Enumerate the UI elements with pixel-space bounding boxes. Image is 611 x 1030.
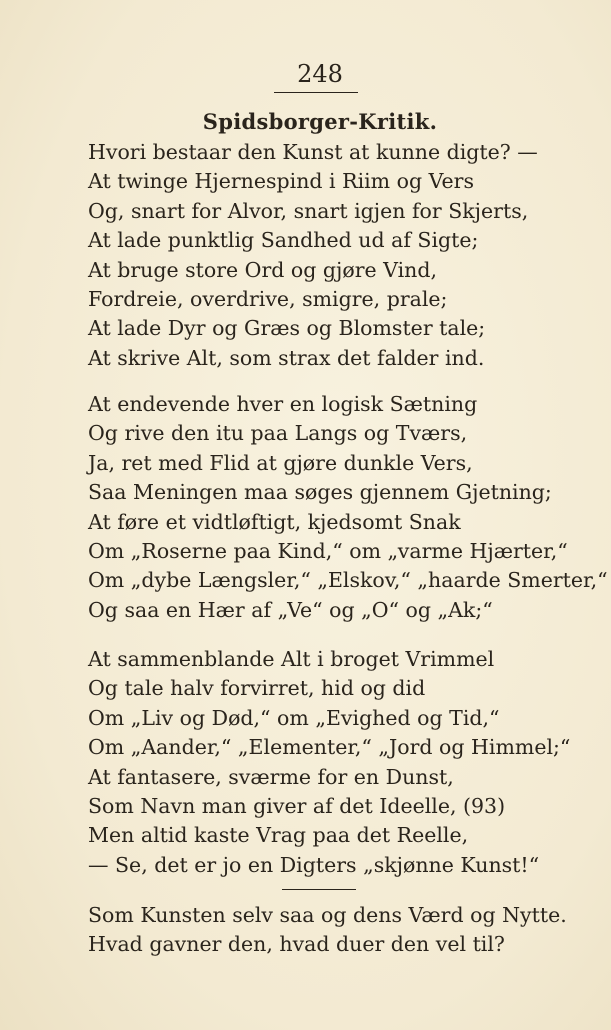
poem-title: Spidsborger-Kritik. bbox=[202, 109, 438, 134]
stanza-2 bbox=[88, 390, 608, 625]
stanza-4 bbox=[88, 901, 588, 960]
verse-line: Som Navn man giver af det Ideelle, (93) bbox=[88, 793, 506, 818]
verse-line: At twinge Hjernespind i Riim og Vers bbox=[88, 169, 474, 194]
section-divider bbox=[282, 889, 356, 890]
verse-line: Om „Aander,“ „Elementer,“ „Jord og Himmel;“ bbox=[88, 735, 571, 760]
verse-line: Om „Liv og Død,“ om „Evighed og Tid,“ bbox=[88, 705, 500, 730]
verse-line: Om „Roserne paa Kind,“ om „varme Hjærter,“ bbox=[88, 538, 568, 563]
verse-line: — Se, det er jo en Digters „skjønne Kunst!“ bbox=[88, 852, 540, 877]
verse-line: Ja, ret med Flid at gjøre dunkle Vers, bbox=[88, 450, 473, 475]
header-rule bbox=[274, 92, 358, 93]
verse-line: Og, snart for Alvor, snart igjen for Skjerts, bbox=[88, 198, 529, 223]
verse-line: At skrive Alt, som strax det falder ind. bbox=[88, 345, 485, 370]
verse-line: At lade punktlig Sandhed ud af Sigte; bbox=[88, 228, 479, 253]
verse-line: Og saa en Hær af „Ve“ og „O“ og „Ak;“ bbox=[88, 597, 493, 622]
verse-line: Men altid kaste Vrag paa det Reelle, bbox=[88, 823, 469, 848]
verse-line: At sammenblande Alt i broget Vrimmel bbox=[88, 647, 495, 671]
verse-line: At føre et vidtløftigt, kjedsomt Snak bbox=[88, 509, 461, 534]
verse-line: Og tale halv forvirret, hid og did bbox=[88, 676, 426, 701]
verse-line: At fantasere, sværme for en Dunst, bbox=[88, 764, 454, 789]
verse-line: At lade Dyr og Græs og Blomster tale; bbox=[88, 316, 486, 341]
verse-line: Hvori bestaar den Kunst at kunne digte? — bbox=[88, 140, 538, 164]
stanza-1 bbox=[88, 138, 588, 373]
verse-line: Og rive den itu paa Langs og Tværs, bbox=[88, 421, 468, 446]
verse-line: Fordreie, overdrive, smigre, prale; bbox=[88, 286, 448, 311]
verse-line: At endevende hver en logisk Sætning bbox=[88, 392, 478, 416]
verse-line: Saa Meningen maa søges gjennem Gjetning; bbox=[88, 480, 552, 505]
stanza-3 bbox=[88, 645, 588, 880]
page-number: 248 bbox=[297, 60, 343, 88]
verse-line: Som Kunsten selv saa og dens Værd og Nytte. bbox=[88, 903, 567, 927]
verse-line: Hvad gavner den, hvad duer den vel til? bbox=[88, 932, 505, 957]
verse-line: Om „dybe Længsler,“ „Elskov,“ „haarde Smerter,“ bbox=[88, 568, 608, 593]
verse-line: At bruge store Ord og gjøre Vind, bbox=[88, 257, 437, 282]
